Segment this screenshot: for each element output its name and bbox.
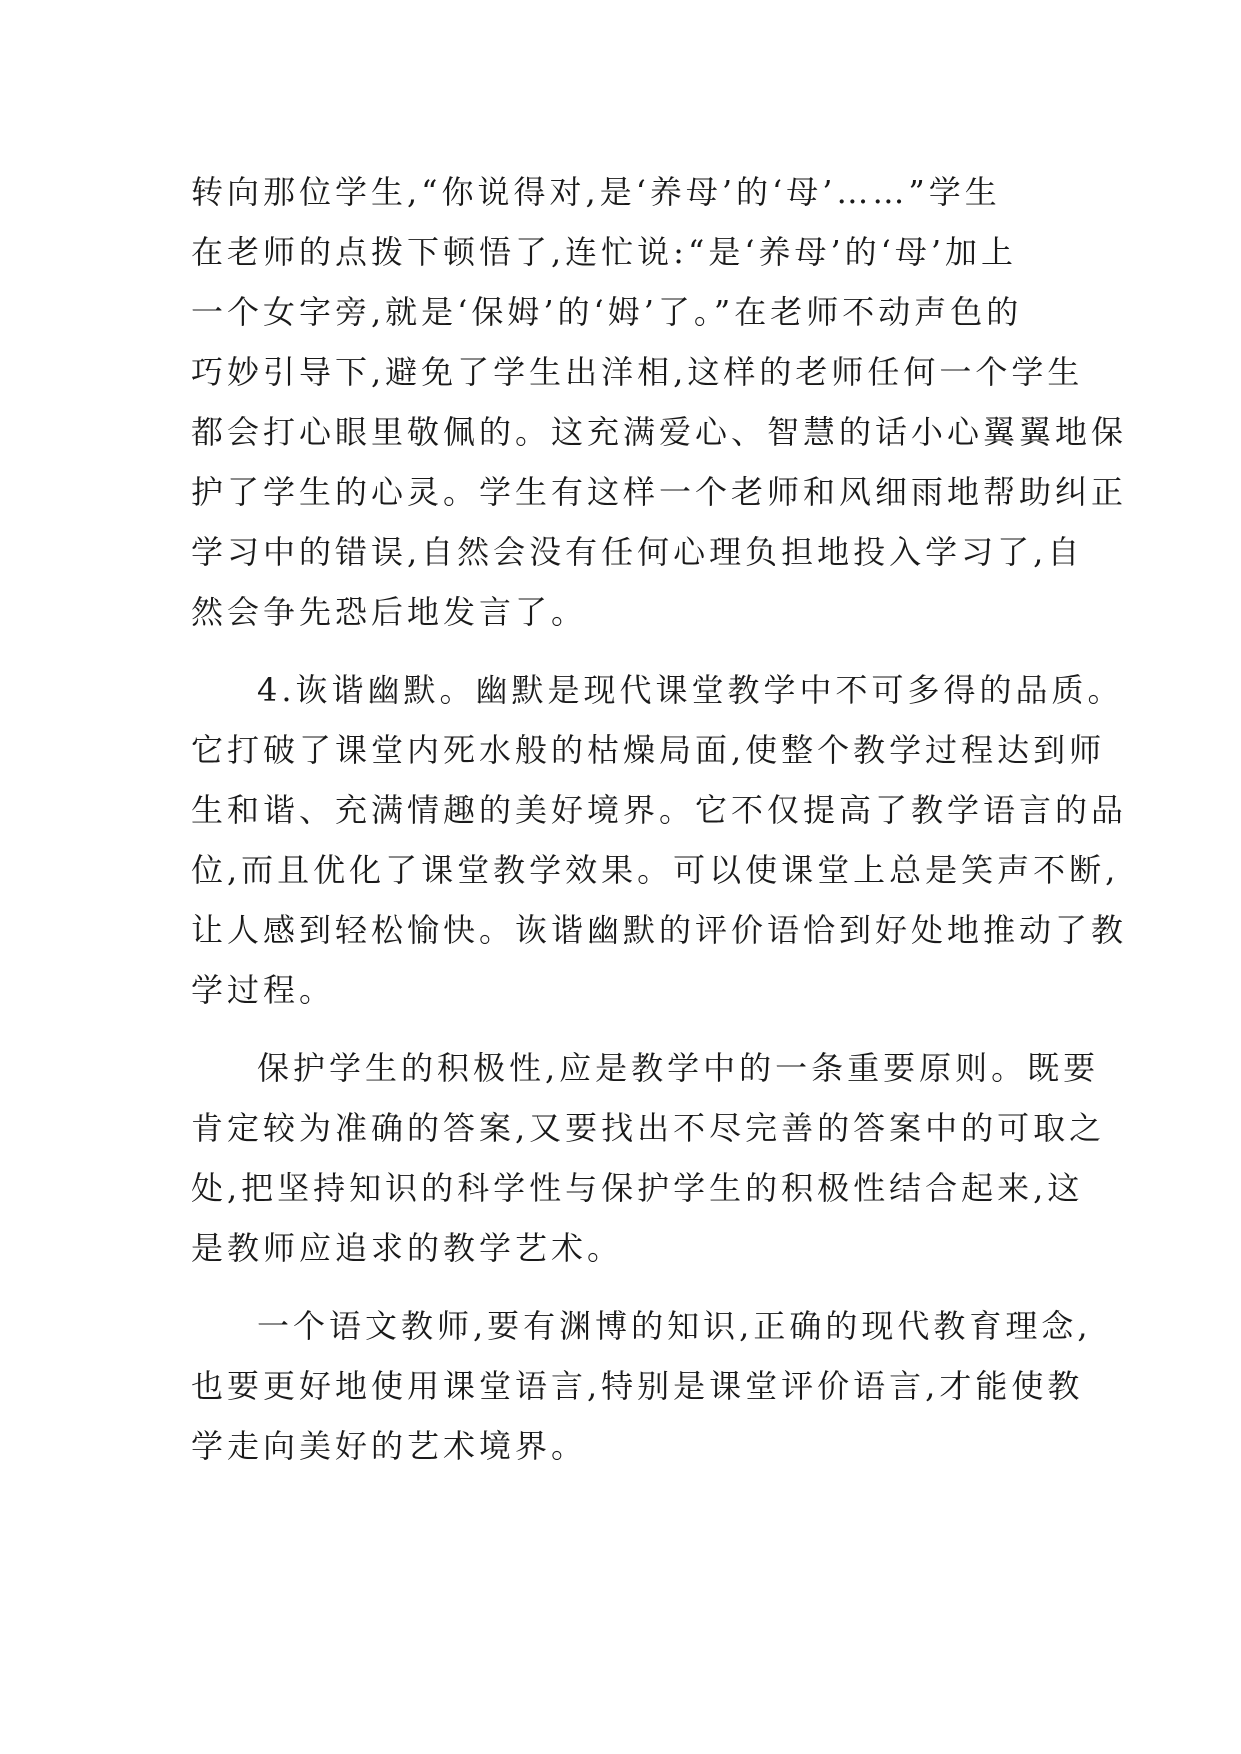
text-line: 位,而且优化了课堂教学效果。可以使课堂上总是笑声不断, (191, 851, 1120, 889)
text-line: 巧妙引导下,避免了学生出洋相,这样的老师任何一个学生 (191, 353, 1084, 391)
paragraph-1 (191, 162, 1128, 642)
text-line: 学习中的错误,自然会没有任何心理负担地投入学习了,自 (191, 533, 1084, 571)
text-line: 让人感到轻松愉快。诙谐幽默的评价语恰到好处地推动了教 (191, 911, 1128, 949)
paragraph-2 (191, 660, 1128, 1020)
text-line: 也要更好地使用课堂语言,特别是课堂评价语言,才能使教 (191, 1367, 1084, 1405)
text-line: 4.诙谐幽默。幽默是现代课堂教学中不可多得的品质。 (257, 671, 1124, 709)
paragraph-3 (191, 1038, 1106, 1278)
text-line: 转向那位学生,“你说得对,是‘养母’的‘母’……”学生 (191, 173, 1001, 211)
text-line: 是教师应追求的教学艺术。 (191, 1229, 624, 1267)
text-line: 学走向美好的艺术境界。 (191, 1427, 588, 1465)
text-line: 生和谐、充满情趣的美好境界。它不仅提高了教学语言的品 (191, 791, 1128, 829)
text-line: 在老师的点拨下顿悟了,连忙说:“是‘养母’的‘母’加上 (191, 233, 1018, 271)
text-line: 一个女字旁,就是‘保姆’的‘姆’了。”在老师不动声色的 (191, 293, 1023, 331)
text-line: 肯定较为准确的答案,又要找出不尽完善的答案中的可取之 (191, 1109, 1106, 1147)
text-line: 一个语文教师,要有渊博的知识,正确的现代教育理念, (257, 1307, 1092, 1345)
text-line: 都会打心眼里敬佩的。这充满爱心、智慧的话小心翼翼地保 (191, 413, 1128, 451)
text-line: 学过程。 (191, 971, 336, 1009)
document-body (191, 162, 1128, 1494)
text-line: 保护学生的积极性,应是教学中的一条重要原则。既要 (257, 1049, 1100, 1087)
text-line: 处,把坚持知识的科学性与保护学生的积极性结合起来,这 (191, 1169, 1084, 1207)
text-line: 护了学生的心灵。学生有这样一个老师和风细雨地帮助纠正 (191, 473, 1128, 511)
text-line: 它打破了课堂内死水般的枯燥局面,使整个教学过程达到师 (191, 731, 1106, 769)
paragraph-4 (191, 1296, 1091, 1476)
text-line: 然会争先恐后地发言了。 (191, 593, 588, 631)
